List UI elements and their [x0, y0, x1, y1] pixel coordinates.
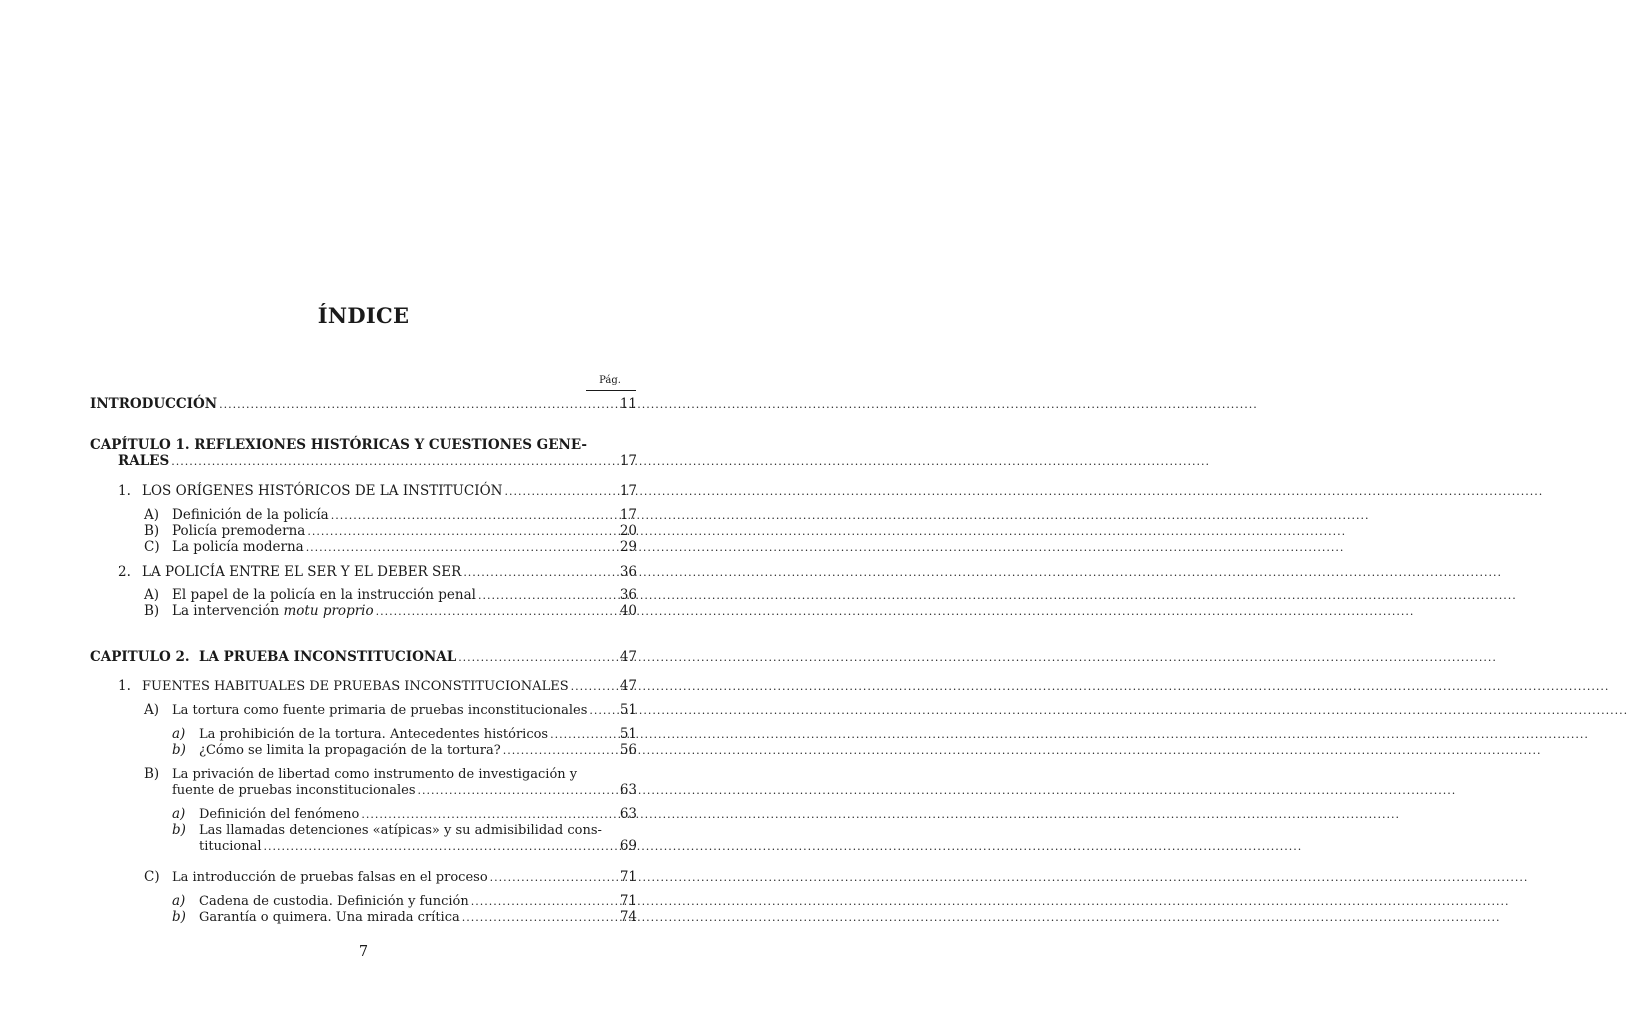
leader-dots	[504, 484, 1543, 499]
toc-section-1-1: LOS ORÍGENES HISTÓRICOS DE LA INSTITUCIÓN .....	[142, 484, 594, 499]
toc-subsection: La introducción de pruebas falsas en el proceso .....	[172, 870, 594, 885]
toc-page-number: 40	[619, 603, 637, 619]
toc-subsection: Policía premoderna .....	[172, 524, 594, 539]
page-number: 7	[358, 944, 369, 960]
toc-page-number: 11	[619, 396, 637, 412]
toc-subsection-letter: A)	[144, 507, 160, 523]
leader-dots	[264, 839, 1303, 854]
toc-subsection-letter: B)	[144, 603, 160, 619]
leader-dots	[361, 807, 1400, 822]
toc-page-number: 63	[619, 806, 637, 822]
toc-item-letter: a)	[172, 806, 186, 822]
toc-chapter-1-line1: CAPÍTULO 1. REFLEXIONES HISTÓRICAS Y CUESTIONES GENE-	[90, 437, 587, 453]
leader-dots	[503, 743, 1542, 758]
toc-page-number: 17	[619, 453, 637, 469]
leader-dots	[331, 508, 1370, 523]
toc-chapter-1: RALES .....	[118, 454, 594, 469]
leader-dots	[306, 540, 1345, 555]
toc-item: titucional .....	[199, 839, 594, 854]
leader-dots	[550, 727, 1589, 742]
leader-dots	[571, 679, 1610, 694]
toc-page-number: 20	[619, 523, 637, 539]
leader-dots	[219, 397, 1258, 412]
toc-section-1-2: LA POLICÍA ENTRE EL SER Y EL DEBER SER .....	[142, 565, 594, 580]
toc-subsection: La tortura como fuente primaria de pruebas inconstitucionales .....	[172, 703, 594, 718]
leader-dots	[490, 870, 1529, 885]
toc-subsection: El papel de la policía en la instrucción penal .....	[172, 588, 594, 603]
toc-page-number: 47	[619, 649, 637, 665]
toc-subsection: Definición de la policía .....	[172, 508, 594, 523]
leader-dots	[307, 524, 1346, 539]
toc-subsection-letter: B)	[144, 766, 160, 782]
toc-subsection-letter: A)	[144, 702, 160, 718]
toc-item-letter: b)	[172, 742, 186, 758]
leader-dots	[418, 783, 1457, 798]
page-column-label: Pág.	[599, 375, 621, 386]
toc-subsection-letter: A)	[144, 587, 160, 603]
toc-page-number: 71	[619, 893, 637, 909]
toc-section-number: 1.	[118, 678, 131, 694]
toc-page-number: 51	[619, 726, 637, 742]
toc-page-number: 29	[619, 539, 637, 555]
toc-page-number: 56	[619, 742, 637, 758]
toc-page-number: 71	[619, 869, 637, 885]
page-column-rule	[586, 390, 636, 391]
toc-item: Garantía o quimera. Una mirada crítica .....	[199, 910, 594, 925]
leader-dots	[171, 454, 1210, 469]
toc-page-number: 36	[619, 587, 637, 603]
toc-entry-introduccion: INTRODUCCIÓN .....	[90, 397, 594, 412]
toc-item-letter: b)	[172, 822, 186, 838]
toc-page-number: 51	[619, 702, 637, 718]
toc-page-number: 69	[619, 838, 637, 854]
toc-item: Definición del fenómeno .....	[199, 807, 594, 822]
toc-item-letter: a)	[172, 726, 186, 742]
toc-subsection: La intervención motu proprio .....	[172, 604, 594, 619]
toc-subsection: La policía moderna .....	[172, 540, 594, 555]
toc-subsection-letter: C)	[144, 869, 160, 885]
leader-dots	[376, 604, 1415, 619]
toc-page-number: 74	[619, 909, 637, 925]
toc-page-number: 36	[619, 564, 637, 580]
toc-page-number: 17	[619, 483, 637, 499]
toc-item-letter: a)	[172, 893, 186, 909]
toc-subsection-line1: La privación de libertad como instrumento de investigación y	[172, 767, 578, 782]
toc-item-letter: b)	[172, 909, 186, 925]
toc-chapter-2: CAPITULO 2. LA PRUEBA INCONSTITUCIONAL .....	[90, 650, 594, 665]
toc-item-line1: Las llamadas detenciones «atípicas» y su admisibilidad cons-	[199, 823, 602, 838]
toc-section-2-1: FUENTES HABITUALES DE PRUEBAS INCONSTITUCIONALES .....	[142, 679, 594, 694]
toc-section-number: 1.	[118, 483, 131, 499]
toc-item: Cadena de custodia. Definición y función .....	[199, 894, 594, 909]
toc-item: ¿Cómo se limita la propagación de la tortura? .....	[199, 743, 594, 758]
toc-page-number: 17	[619, 507, 637, 523]
toc-item: La prohibición de la tortura. Antecedentes históricos .....	[199, 727, 594, 742]
toc-subsection-letter: C)	[144, 539, 160, 555]
index-title: ÍNDICE	[317, 303, 410, 328]
leader-dots	[589, 703, 1628, 718]
toc-subsection: fuente de pruebas inconstitucionales .....	[172, 783, 594, 798]
toc-section-number: 2.	[118, 564, 131, 580]
toc-subsection-letter: B)	[144, 523, 160, 539]
document-page	[0, 0, 727, 1024]
toc-page-number: 63	[619, 782, 637, 798]
toc-page-number: 47	[619, 678, 637, 694]
